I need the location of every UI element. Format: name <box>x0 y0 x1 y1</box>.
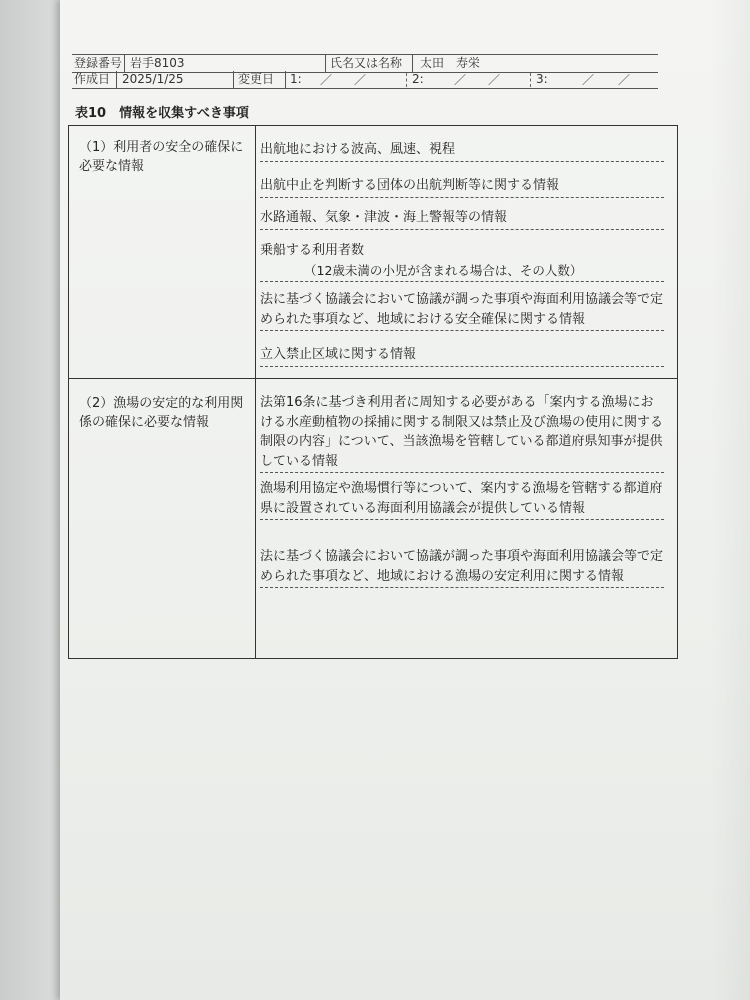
name-value: 太田 寿栄 <box>420 56 481 70</box>
section-1-item-4: 乗船する利用者数 （12歳未満の小児が含まれる場合は、その人数） <box>260 241 664 282</box>
section-1-heading: （1）利用者の安全の確保に必要な情報 <box>79 140 244 174</box>
change-slot-3: 3: <box>536 72 548 86</box>
page-shadow <box>710 0 750 1000</box>
changed-date-label: 変更日 <box>238 72 275 86</box>
created-date-value: 2025/1/25 <box>122 72 184 86</box>
info-table <box>68 125 678 659</box>
section-1-item-1: 出航地における波高、風速、視程 <box>260 140 664 162</box>
registration-number: 岩手8103 <box>130 56 185 70</box>
table-title: 表10 情報を収集すべき事項 <box>75 106 249 121</box>
section-1-item-6: 立入禁止区域に関する情報 <box>260 345 664 367</box>
change-slot-1: 1: <box>290 72 302 86</box>
section-2-item-3: 法に基づく協議会において協議が調った事項や海面利用協議会等で定められた事項など、地域における漁場の安定利用に関する情報 <box>260 547 664 588</box>
created-date-label: 作成日 <box>74 72 111 86</box>
section-2-heading: （2）漁場の安定的な利用関係の確保に必要な情報 <box>79 396 244 430</box>
section-2-item-1: 法第16条に基づき利用者に周知する必要がある「案内する漁場における水産動植物の採捕に関する制限又は禁止及び漁場の使用に関する制限の内容」について、当該漁場を管轄している都道府県知事が提供している情報 <box>260 393 664 473</box>
section-1-item-3: 水路通報、気象・津波・海上警報等の情報 <box>260 208 664 230</box>
section-2-item-2: 漁場利用協定や漁場慣行等について、案内する漁場を管轄する都道府県に設置されている海面利用協議会が提供している情報 <box>260 479 664 520</box>
document-header <box>72 54 658 90</box>
name-label: 氏名又は名称 <box>330 56 403 70</box>
section-1-item-2: 出航中止を判断する団体の出航判断等に関する情報 <box>260 176 664 198</box>
section-1-item-5: 法に基づく協議会において協議が調った事項や海面利用協議会等で定められた事項など、地域における安全確保に関する情報 <box>260 290 664 331</box>
registration-label: 登録番号 <box>74 56 123 70</box>
section-1-item-4-note: （12歳未満の小児が含まれる場合は、その人数） <box>304 262 583 278</box>
header-row-2: 作成日 2025/1/25 変更日 1: ／ ／ 2: ／ ／ 3: ／ ／ <box>72 71 658 89</box>
change-slot-2: 2: <box>412 72 424 86</box>
